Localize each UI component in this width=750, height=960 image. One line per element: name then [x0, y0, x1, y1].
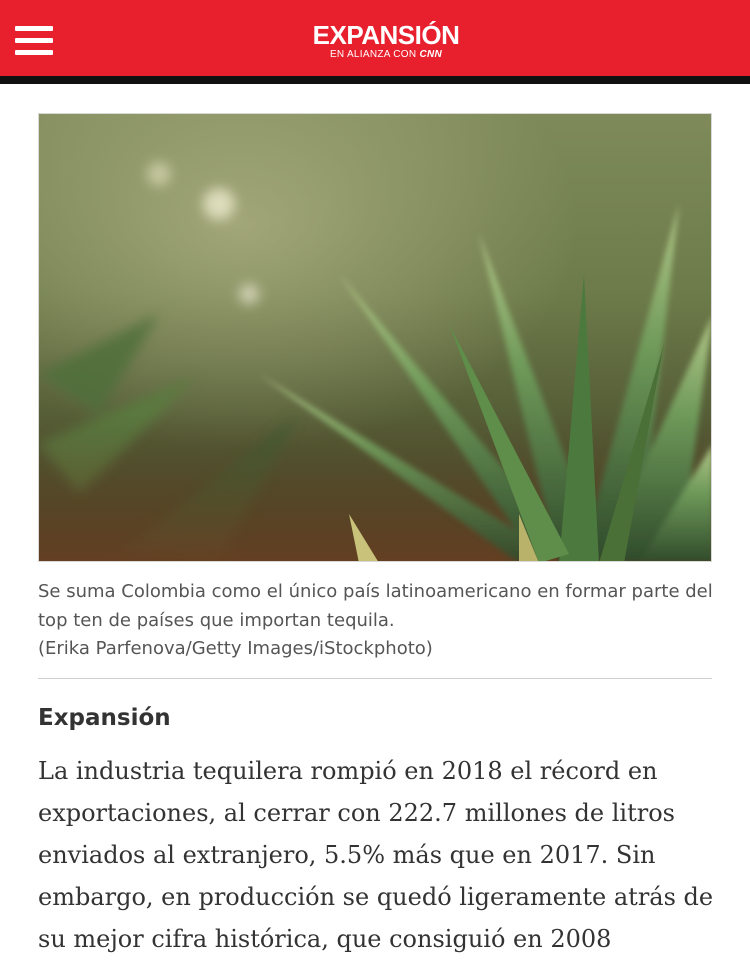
menu-line — [15, 50, 53, 55]
expansion-logo[interactable] — [306, 22, 466, 62]
logo-wordmark: EXPANSIÓN — [312, 20, 460, 50]
hamburger-menu-icon[interactable] — [15, 26, 53, 56]
caption-text: Se suma Colombia como el único país latinoamericano en formar parte del top ten de países que importan tequila. — [38, 581, 713, 631]
article-author: Expansión — [38, 705, 171, 731]
agave-image — [39, 114, 712, 562]
article-photo — [38, 113, 712, 562]
logo-tagline: EN ALIANZA CON CNN — [329, 49, 443, 60]
photo-credit: (Erika Parfenova/Getty Images/iStockphoto) — [38, 638, 433, 659]
article-body: La industria tequilera rompió en 2018 el récord en exportaciones, al cerrar con 222.7 millones de litros enviados al extranjero, 5.5% más que en 2017. Sin embargo, en producción se quedó ligeramente atrás de su mejor cifra histórica, que consiguió en 2008 — [38, 757, 714, 953]
photo-caption — [38, 578, 718, 664]
menu-line — [15, 38, 53, 43]
menu-line — [15, 26, 53, 31]
caption-divider — [38, 678, 712, 679]
header-divider — [0, 76, 750, 84]
